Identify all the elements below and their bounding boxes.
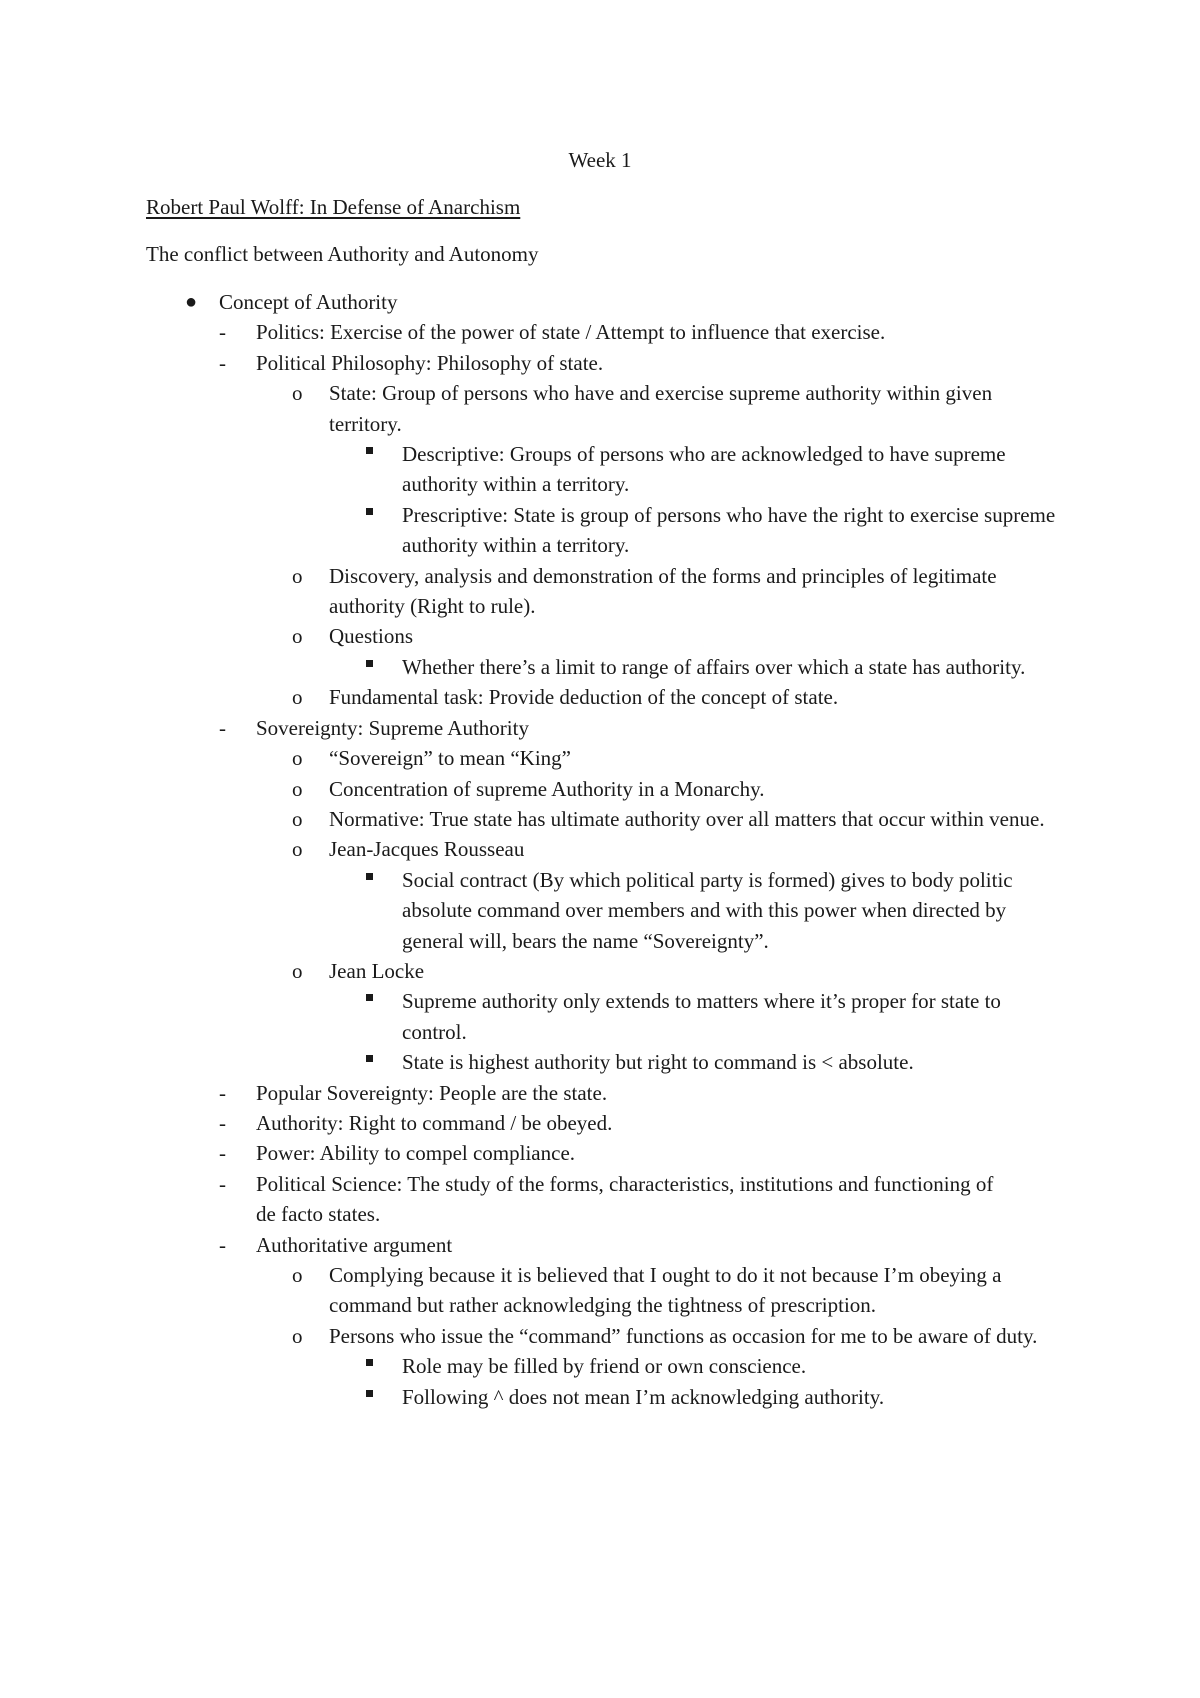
- outline-item-level-3: [0, 986, 1200, 1047]
- outline-item-level-2: [0, 1321, 1200, 1351]
- outline-item-level-3: [0, 652, 1200, 682]
- outline-item-level-1: [0, 713, 1200, 743]
- square-bullet-icon: [366, 1382, 373, 1412]
- dash-marker: -: [219, 1141, 226, 1166]
- outline-list: [0, 287, 1200, 1412]
- square-bullet-icon: [366, 1351, 373, 1381]
- dash-marker: -: [219, 715, 226, 740]
- square-bullet-icon: [366, 1047, 373, 1077]
- outline-item-text: Popular Sovereignty: People are the state.: [256, 1080, 608, 1105]
- outline-item-text: Complying because it is believed that I ought to do it not because I’m obeying a command but rather acknowledging the tightness of prescription.: [329, 1263, 1002, 1318]
- outline-item-text: “Sovereign” to mean “King”: [329, 746, 571, 771]
- outline-item-text: Power: Ability to compel compliance.: [256, 1141, 576, 1166]
- outline-item-level-2: [0, 561, 1200, 622]
- outline-item-level-3: [0, 865, 1200, 956]
- outline-item-text: Prescriptive: State is group of persons who have the right to exercise supreme authority within a territory.: [402, 502, 1056, 558]
- outline-item-text: Role may be filled by friend or own conscience.: [402, 1354, 807, 1379]
- outline-item-level-3: [0, 439, 1200, 500]
- outline-item-level-1: [0, 348, 1200, 378]
- outline-item-level-2: [0, 956, 1200, 986]
- outline-item-level-2: [0, 834, 1200, 864]
- outline-item-text: State: Group of persons who have and exercise supreme authority within given territory.: [329, 381, 993, 436]
- outline-item-level-2: [0, 378, 1200, 439]
- dash-marker: -: [219, 1110, 226, 1135]
- outline-item-text: Fundamental task: Provide deduction of the concept of state.: [329, 685, 839, 710]
- outline-item-text: Persons who issue the “command” functions as occasion for me to be aware of duty.: [329, 1323, 1038, 1348]
- square-bullet-icon: [366, 500, 373, 530]
- square-bullet-icon: [366, 865, 373, 895]
- outline-item-text: Political Philosophy: Philosophy of state.: [256, 350, 604, 375]
- outline-item-level-1: [0, 1078, 1200, 1108]
- outline-item-level-3: [0, 1382, 1200, 1412]
- outline-item-level-1: [0, 1169, 1200, 1230]
- outline-item-text: Concept of Authority: [219, 290, 398, 314]
- outline-item-text: Concentration of supreme Authority in a Monarchy.: [329, 776, 765, 801]
- circle-o-marker: o: [292, 746, 303, 771]
- circle-o-marker: o: [292, 381, 303, 406]
- outline-item-level-1: [0, 317, 1200, 347]
- outline-item-text: Political Science: The study of the forms, characteristics, institutions and functioning of de facto states.: [256, 1171, 994, 1227]
- circle-o-marker: o: [292, 776, 303, 801]
- outline-item-level-3: [0, 1047, 1200, 1077]
- outline-item-level-0: [0, 287, 1200, 317]
- outline-item-level-1: [0, 1138, 1200, 1168]
- outline-item-level-2: [0, 682, 1200, 712]
- outline-item-text: Discovery, analysis and demonstration of the forms and principles of legitimate authority (Right to rule).: [329, 563, 997, 619]
- outline-item-level-2: [0, 774, 1200, 804]
- square-bullet-icon: [366, 439, 373, 469]
- square-bullet-icon: [366, 652, 373, 682]
- outline-item-text: Politics: Exercise of the power of state / Attempt to influence that exercise.: [256, 320, 886, 345]
- outline-item-text: Supreme authority only extends to matters where it’s proper for state to control.: [402, 989, 1001, 1044]
- outline-item-level-2: [0, 804, 1200, 834]
- outline-item-level-1: [0, 1230, 1200, 1260]
- circle-o-marker: o: [292, 1263, 303, 1287]
- outline-item-text: Social contract (By which political party is formed) gives to body politic absolute command over members and with this power when directed by general will, bears the name “Sovereignty”.: [402, 867, 1013, 953]
- outline-item-text: Questions: [329, 624, 413, 649]
- circle-o-marker: o: [292, 624, 303, 649]
- outline-item-level-2: [0, 621, 1200, 651]
- outline-item-text: Authority: Right to command / be obeyed.: [256, 1110, 613, 1135]
- circle-o-marker: o: [292, 1323, 303, 1348]
- outline-item-text: Whether there’s a limit to range of affairs over which a state has authority.: [402, 654, 1026, 679]
- dash-marker: -: [219, 1232, 226, 1257]
- outline-item-text: Jean Locke: [329, 958, 425, 983]
- outline-item-text: Normative: True state has ultimate authority over all matters that occur within venue.: [329, 806, 1045, 831]
- outline-item-text: Sovereignty: Supreme Authority: [256, 715, 529, 740]
- outline-item-text: Descriptive: Groups of persons who are acknowledged to have supreme authority within a territory.: [402, 442, 1006, 497]
- dash-marker: -: [219, 350, 226, 375]
- circle-o-marker: o: [292, 806, 303, 831]
- dash-marker: -: [219, 1080, 226, 1105]
- outline-item-level-2: [0, 1260, 1200, 1321]
- outline-item-text: Following ^ does not mean I’m acknowledging authority.: [402, 1384, 885, 1409]
- page-title: Week 1: [568, 148, 632, 172]
- square-bullet-icon: [366, 986, 373, 1016]
- outline-item-level-2: [0, 743, 1200, 773]
- dash-marker: -: [219, 1171, 226, 1196]
- bullet-dot-icon: ●: [185, 291, 198, 313]
- outline-item-text: State is highest authority but right to command is < absolute.: [402, 1050, 914, 1075]
- document-subheading: The conflict between Authority and Autonomy: [146, 242, 539, 266]
- circle-o-marker: o: [292, 685, 303, 710]
- outline-item-level-3: [0, 1351, 1200, 1381]
- document-heading: Robert Paul Wolff: In Defense of Anarchism: [146, 195, 521, 219]
- outline-item-level-3: [0, 500, 1200, 561]
- outline-item-text: Jean-Jacques Rousseau: [329, 837, 525, 862]
- outline-item-level-1: [0, 1108, 1200, 1138]
- circle-o-marker: o: [292, 958, 303, 983]
- circle-o-marker: o: [292, 837, 303, 862]
- circle-o-marker: o: [292, 563, 303, 588]
- outline-item-text: Authoritative argument: [256, 1232, 453, 1257]
- dash-marker: -: [219, 320, 226, 345]
